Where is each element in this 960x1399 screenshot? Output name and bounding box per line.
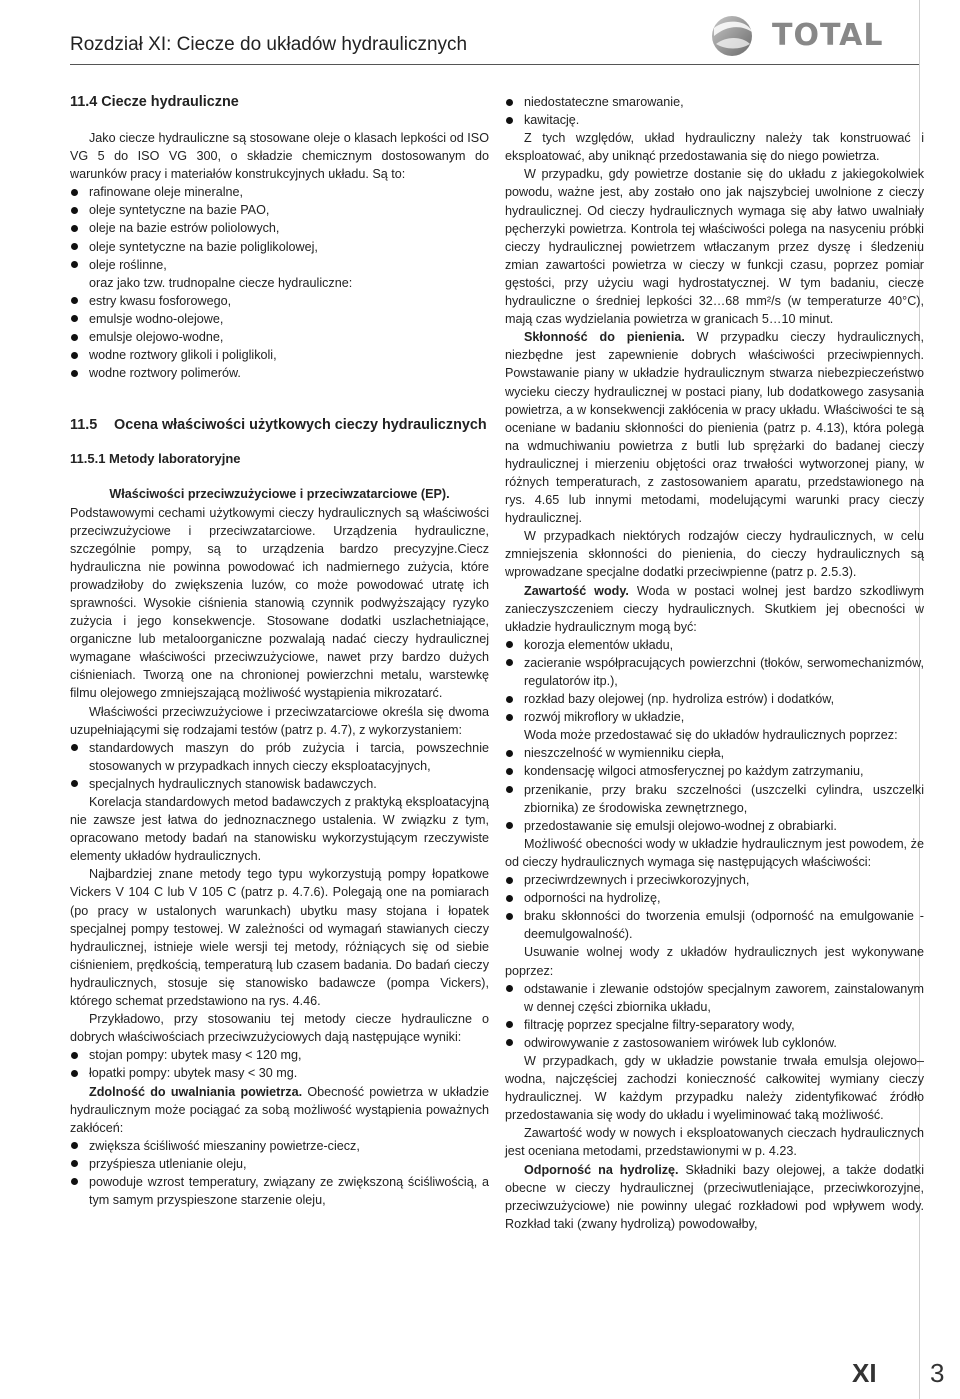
air-effects-list-cont (505, 93, 924, 129)
water-effects-list (505, 636, 924, 726)
ep-title: Właściwości przeciwzużyciowe i przeciwzatarciowe (EP). (109, 487, 450, 502)
list-item: łopatki pompy: ubytek masy < 30 mg. (70, 1064, 489, 1082)
list-item: korozja elementów układu, (505, 636, 924, 654)
water-sources-list (505, 744, 924, 834)
water-content-paragraph: Zawartość wody w nowych i eksploatowanych cieczach hydraulicznych jest oceniana metodami, przedstawionymi w p. 4.23. (505, 1126, 924, 1159)
left-column (70, 93, 489, 1209)
list-item: specjalnych hydraulicznych stanowisk badawczych. (70, 775, 489, 793)
chapter-title: Rozdział XI: Ciecze do układów hydraulicznych (70, 34, 468, 55)
removal-list (505, 980, 924, 1052)
intro-paragraph: Jako ciecze hydrauliczne są stosowane oleje o klasach lepkości od ISO VG 5 do ISO VG 300, o składzie chemicznym dostosowanym do warunków pracy i materiałów konstrukcyjnych układu. Są to: (70, 131, 489, 182)
list-item: oleje syntetyczne na bazie poliglikolowej, (70, 238, 489, 256)
vickers-paragraph: Najbardziej znane metody tego typu wykorzystują pompy łopatkowe Vickers V 104 C lub V 105 C (patrz p. 4.7.6). Polegają one na pomiarach (po pracy w ustalonych warunkach) ubytku masy stojana i łopatek specjalnej pompy testowej. W zależności od wymagań stawianych cieczy hydraulicznej, istnieje wiele wersji tej metody, różniących się od siebie ciśnieniem, prędkością, temperaturą lub czasem badania. Do badań cieczy hydraulicznych, stosuje się stanowisko badawcze (pompa Vickers), którego schemat przedstawiono na rys. 4.46. (70, 867, 489, 1009)
list-item: filtrację poprzez specjalne filtry-separatory wody, (505, 1016, 924, 1034)
list-item: przyśpiesza utlenianie oleju, (70, 1155, 489, 1173)
list-item: stojan pompy: ubytek masy < 120 mg, (70, 1046, 489, 1064)
list-item: kondensację wilgoci atmosferycznej po każdym zatrzymaniu, (505, 762, 924, 780)
air-test-paragraph: W przypadku, gdy powietrze dostanie się do układu z jakiegokolwiek powodu, ważne jest, aby zostało ono jak najszybciej uwolnione z cieczy hydraulicznej. Od cieczy hydraulicznych wymaga się aby łatwo uwalniały pęcherzyki powietrza. Kontrola tej właściwości polega na nasyceniu próbki cieczy hydraulicznej powietrzem wtłaczanym przez dyszę i śledzeniu zmian zawartości powietrza w cieczy w funkcji czasu, poprzez pomiar gęstości, przy użyciu wagi hydrostatycznej. W tym badaniu, ciecze hydrauliczne o średniej lepkości 32…68 mm²/s (w temperaturze 40°C), mają czas wydzielania powietrza w granicach 5…10 minut. (505, 167, 924, 327)
list-item: zacieranie współpracujących powierzchni (tłoków, serwomechanizmów, regulatorów itp.), (505, 654, 924, 690)
foaming-paragraph: Skłonność do pienienia. W przypadku cieczy hydraulicznych, niezbędne jest zapewnienie dobrych właściwości przeciwpiennych. Powstawanie piany w układzie hydraulicznym stwarza niebezpieczeństwo wycieku cieczy hydraulicznej w postaci piany, lub dodatkowego zasysania powietrza, a w konsekwencji zakłócenia w pracy układu. Właściwości te są oceniane w badaniu skłonności do pienienia (patrz p. 4.13), która polega na wdmuchiwaniu powietrza z butli lub sprężarki do badanej cieczy hydraulicznej i mierzeniu objętości oraz trwałości wytworzonej piany, w różnych temperaturach, z zastosowaniem aparatu, przedstawionego na rys. 4.65 lub innymi metodami, modelującymi warunki pracy cieczy hydraulicznej. (505, 330, 924, 526)
air-release-paragraph: Zdolność do uwalniania powietrza. Obecność powietrza w układzie hydraulicznym może pociągać za sobą możliwość wystąpienia poważnych zakłóceń: (70, 1084, 489, 1135)
list-item: przenikanie, przy braku szczelności (uszczelki cylindra, uszczelki zbiornika) ze środowiska zewnętrznego, (505, 781, 924, 817)
ep-tests-paragraph: Właściwości przeciwzużyciowe i przeciwzatarciowe określa się dwoma uzupełniającymi się rodzajami testów (patrz p. 4.7), z wykorzystaniem: (70, 704, 489, 737)
list-item: wodne roztwory polimerów. (70, 364, 489, 382)
hydrolysis-paragraph: Odporność na hydrolizę. Składniki bazy olejowej, a także dodatki obecne w cieczy hydraulicznej (przeciwutleniające, przeciwkorozyjne, przeciwzużyciowe) nie powinny ulegać rozkładowi pod wpływem wody. Rozkład taki (zwany hydrolizą) powodowałby, (505, 1162, 924, 1231)
list-item: oleje roślinne, (70, 256, 489, 274)
header-rule (70, 64, 920, 65)
list-item: przeciwrdzewnych i przeciwkorozyjnych, (505, 871, 924, 889)
air-effects-list (70, 1137, 489, 1209)
list-item: zwiększa ściśliwość mieszaniny powietrze-ciecz, (70, 1137, 489, 1155)
water-sources-intro: Woda może przedostawać się do układów hydraulicznych poprzez: (524, 728, 898, 743)
list-item: niedostateczne smarowanie, (505, 93, 924, 111)
page-number: 3 (930, 1358, 945, 1388)
test-types-list (70, 739, 489, 793)
list-item: rozkład bazy olejowej (np. hydroliza estrów) i dodatków, (505, 690, 924, 708)
list-item: emulsje olejowo-wodne, (70, 328, 489, 346)
list-item: estry kwasu fosforowego, (70, 292, 489, 310)
total-logo (696, 14, 896, 58)
heading-11-5 (70, 416, 489, 435)
list-item: emulsje wodno-olejowe, (70, 310, 489, 328)
page-edge-bar (919, 0, 960, 1399)
fluid-types-list (70, 183, 489, 382)
water-paragraph: Zawartość wody. Woda w postaci wolnej jest bardzo szkodliwym zanieczyszczeniem cieczy hydraulicznych. Skutkiem jej obecności w układzie hydraulicznym mogą być: (505, 583, 924, 634)
results-list (70, 1046, 489, 1082)
list-item: rafinowane oleje mineralne, (70, 183, 489, 201)
footer-section-label: XI (852, 1358, 877, 1388)
list-item: standardowych maszyn do prób zużycia i tarcia, powszechnie stosowanych w przypadkach innych cieczy eksploatacyjnych, (70, 739, 489, 775)
example-paragraph: Przykładowo, przy stosowaniu tej metody ciecze hydrauliczne o dobrych właściwościach przeciwzużyciowych dają następujące wyniki: (70, 1012, 489, 1045)
ep-paragraph: Podstawowymi cechami użytkowymi cieczy hydraulicznych są właściwości przeciwzużyciowe i przeciwzatarciowe. Urządzenia hydrauliczne, szczególnie pompy, są to urządzenia bardzo precyzyjne.Ciecz hydrauliczna nie powinna powodować ich nadmiernego zużycia, które prowadziłoby do zwiększenia luzów, co może powodować utratę ich sprawności. Wysokie ciśnienia stanowią czynnik podwyższający ryzyko zużycia i jego konsekwencje. Stosowane dodatki uszlachetniające, organiczne lub metaloorganiczne pozwalają nadać cieczy hydraulicznej wymagane właściwości przeciwzużyciowe, nawet przy bardzo dużych ciśnieniach. Tworzą one na chronionej powierzchni metalu, warstewkę filmu olejowego zmniejszającą możliwość wystąpienia mikrozatarć. (70, 505, 489, 701)
page-header (0, 0, 960, 74)
list-item: kawitację. (505, 111, 924, 129)
emulsion-paragraph: W przypadkach, gdy w układzie powstanie trwała emulsja olejowo–wodna, najczęściej zachodzi konieczność całkowitej wymiany cieczy hydraulicznej. W każdym przypadku należy zidentyfikować źródło przedostawania się wody do układu i wyeliminować taką możliwość. (505, 1053, 924, 1123)
list-item: odwirowywanie z zastosowaniem wirówek lub cyklonów. (505, 1034, 924, 1052)
logo-wordmark: TOTAL (772, 18, 884, 53)
list-item: oleje syntetyczne na bazie PAO, (70, 201, 489, 219)
list-continuation: oraz jako tzw. trudnopalne ciecze hydrauliczne: (89, 275, 353, 290)
list-item: powoduje wzrost temperatury, związany ze zwiększoną ściśliwością, a tym samym przyspieszone starzenie oleju, (70, 1173, 489, 1209)
heading-number: 11.5 (70, 417, 98, 434)
list-item: przedostawanie się emulsji olejowo-wodnej z obrabiarki. (505, 817, 924, 835)
right-column (505, 93, 924, 1233)
korelacja-paragraph: Korelacja standardowych metod badawczych z praktyką eksploatacyjną nie zawsze jest łatwa do jednoznacznego ustalenia. W związku z tym, opracowano metody badań na stanowisku wykorzystującym rzeczywiste elementy układów hydraulicznych. (70, 795, 489, 864)
design-paragraph: Z tych względów, układ hydrauliczny należy tak konstruować i eksploatować, aby uniknąć przedostawania się do niego powietrza. (505, 131, 924, 164)
properties-intro: Możliwość obecności wody w układzie hydraulicznym jest powodem, że od cieczy hydraulicznych wymaga się następujących właściwości: (505, 836, 924, 869)
heading-text: Ocena właściwości użytkowych cieczy hydraulicznych (114, 417, 487, 434)
list-item: wodne roztwory glikoli i poliglikoli, (70, 346, 489, 364)
heading-11-4: 11.4 Ciecze hydrauliczne (70, 94, 239, 110)
list-item: odstawanie i zlewanie odstojów specjalnym zaworem, zainstalowanym w dennej części zbiornika układu, (505, 980, 924, 1016)
properties-list (505, 871, 924, 943)
list-item: nieszczelność w wymienniku ciepła, (505, 744, 924, 762)
removal-intro: Usuwanie wolnej wody z układów hydraulicznych jest wykonywane poprzez: (505, 945, 924, 978)
antifoam-paragraph: W przypadkach niektórych rodzajów cieczy hydraulicznych, w celu zmniejszenia skłonności do pienienia, do cieczy hydraulicznych są wprowadzane specjalne dodatki przeciwpienne (patrz p. 2.5.3). (505, 529, 924, 580)
list-item: rozwój mikroflory w układzie, (505, 708, 924, 726)
list-item: braku skłonności do tworzenia emulsji (odporność na emulgowanie - deemulgowalność). (505, 907, 924, 943)
total-emblem-icon (696, 14, 766, 58)
list-item: odporności na hydrolizę, (505, 889, 924, 907)
heading-11-5-1: 11.5.1 Metody laboratoryjne (70, 451, 241, 467)
list-item: oleje na bazie estrów poliolowych, (70, 219, 489, 237)
